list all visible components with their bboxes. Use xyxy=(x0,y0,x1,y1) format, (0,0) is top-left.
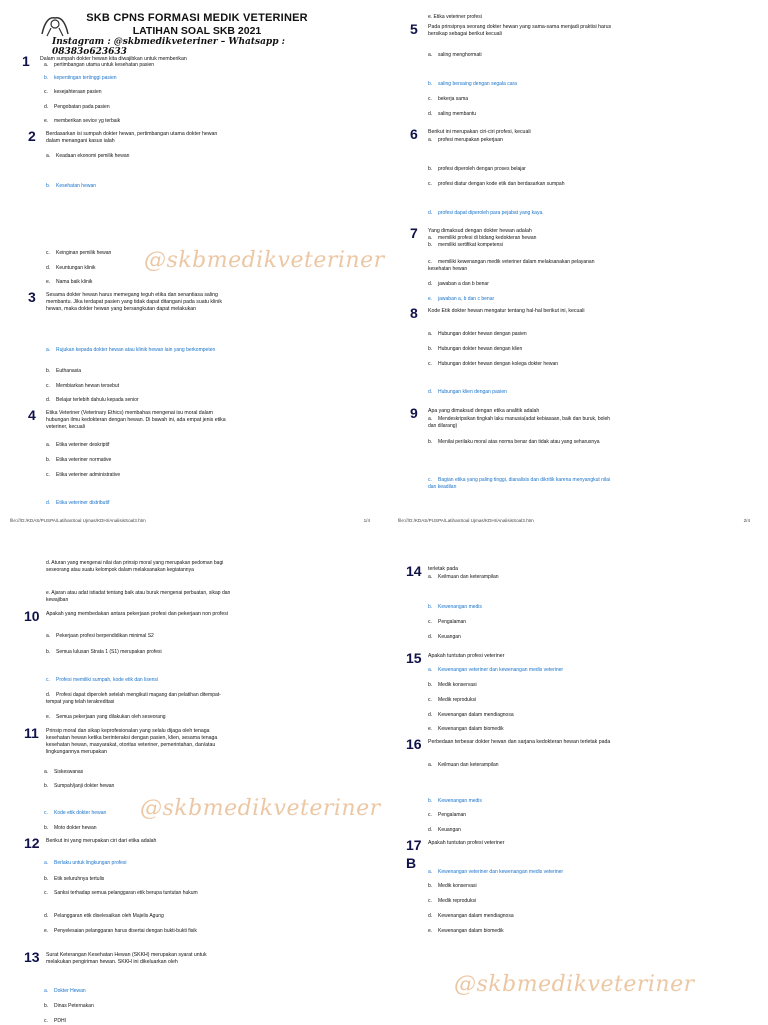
question-text: Apakah yang membedakan antara pekerjaan profesi dan pekerjaan non profesi xyxy=(46,611,228,617)
option: e. Nama baik klinik xyxy=(46,279,93,285)
question-5 xyxy=(410,21,758,117)
option: c. kesejahteraan pasien xyxy=(44,89,102,95)
option: b. Menilai perilaku moral atas norma benar dan tidak atau yang seharusnya xyxy=(428,439,600,445)
question-number: 9 xyxy=(410,405,418,421)
option: a. Mendeskripsikan tingkah laku manusia(adat kebiasaan, baik dan buruk, boleh dan dilarang) xyxy=(428,416,611,429)
question-number: 12 xyxy=(24,835,40,851)
question-number: 5 xyxy=(410,21,418,37)
option-answer: a. Dokter Hewan xyxy=(44,988,86,994)
option: b. profesi diperoleh dengan proses belajar xyxy=(428,166,526,172)
option: a. profesi merupakan pekerjaan xyxy=(428,137,503,143)
option: c. profesi diatur dengan kode etik dan berdasarkan sumpah xyxy=(428,181,565,187)
question-number: 8 xyxy=(410,305,418,321)
question-text: Apakah tuntutan profesi veteriner xyxy=(428,840,505,846)
option-answer: b. kepentingan tertinggi pasien xyxy=(44,75,117,81)
option: b. memiliki sertifikat kompetensi xyxy=(428,242,504,248)
option: a. saling menghormati xyxy=(428,52,482,58)
question-number: 10 xyxy=(24,608,40,624)
option: c. PDHI xyxy=(44,1018,66,1024)
option-answer: c. Profesi memiliki sumpah, kode etik dan lisensi xyxy=(46,677,158,683)
question-text: Kode Etik dokter hewan mengatur tentang hal-hal berikut ini, kecuali xyxy=(428,308,585,314)
question-3 xyxy=(28,289,376,403)
option: b. Hubungan dokter hewan dengan klien xyxy=(428,346,523,352)
option-answer: b. saling bersaing dengan segala cara xyxy=(428,81,517,87)
option: e. Etika veteriner profesi xyxy=(428,14,482,20)
option: a. Hubungan dokter hewan dengan pasien xyxy=(428,331,527,337)
option-answer: d. Etika veteriner distributif xyxy=(46,500,110,506)
option: b. Etika veteriner normative xyxy=(46,457,112,463)
option-answer: c. Kode etik dokter hewan xyxy=(44,810,107,816)
option: e. memberikan sevice yg terbaik xyxy=(44,118,121,124)
question-number: 7 xyxy=(410,225,418,241)
question-text: Apakah tuntutan profesi veteriner xyxy=(428,653,505,659)
option: c. Hubungan dokter hewan dengan kolega dokter hewan xyxy=(428,361,559,367)
option: d. Pelanggaran etik diselesaikan oleh Majelis Agung xyxy=(44,913,164,919)
option: d. Kewenangan dalam mendiagnosa xyxy=(428,712,514,718)
watermark: @skbmedikveteriner xyxy=(140,796,381,821)
question-text: Prinsip moral dan sikap keprofesionalan yang selalu dijaga oleh tenaga kesehatan hewan ketika berinteraksi dengan pasien, klien, sesama tenaga kesehatan hewan, masyarakat, otoritas veteriner, pemerintahan, dan/atau lingkungannya merupakan xyxy=(46,728,218,755)
answer-letter: B xyxy=(406,855,417,871)
question-number: 11 xyxy=(24,725,39,741)
option: d. Keuangan xyxy=(428,634,461,640)
option-answer: c. Bagian etika yang paling tinggi, dianalisis dan dikritik karena menyangkut nilai dan keadilan xyxy=(428,477,611,490)
option: e. Semua pekerjaan yang dilakukan oleh seseorang xyxy=(46,714,166,720)
question-number: 1 xyxy=(22,53,30,69)
footer-page-number: 1/4 xyxy=(363,518,370,523)
question-number: 13 xyxy=(24,949,40,965)
option: d. Aturan yang mengenai nilai dan prinsip moral yang merupakan pedoman bagi seseorang atau suatu kelompok dalam melaksanakan kegiatannya xyxy=(46,560,224,573)
option: d. Pengobatan pada pasien xyxy=(44,104,110,110)
option: b. Semua lulusan Strata 1 (S1) merupakan profesi xyxy=(46,649,162,655)
question-text: Pada prinsipnya seorang dokter hewan yang sama-sama menjadi praktisi harus bersikap sebagai berikut kecuali xyxy=(428,24,612,37)
footer-page-number: 2/4 xyxy=(743,518,750,523)
option: c. Medik reproduksi xyxy=(428,697,477,703)
question-1 xyxy=(22,53,370,124)
option-answer: a. Berlaku untuk lingkungan profesi xyxy=(44,860,127,866)
question-17 xyxy=(406,837,758,934)
option: a. Keilmuan dan keterampilan xyxy=(428,762,499,768)
option: a. Etika veteriner deskriptif xyxy=(46,442,110,448)
option-answer: b. Kewenangan medis xyxy=(428,604,482,610)
option: e. Ajaran atau adat istiadat tentang baik atau buruk mengenai perbuatan, sikap dan kewajiban xyxy=(46,590,231,603)
option: d. jawaban a dan b benar xyxy=(428,281,489,287)
option-answer: b. Kesehatan hewan xyxy=(46,183,97,189)
question-text: Dalam sumpah dokter hewan kita diwajibkan untuk memberikan xyxy=(40,56,187,62)
footer-path: file:///D:/KDAS/PUSPA/LatihanSoal Ujmas/KDHI/AnalisisSoal3.htm xyxy=(10,518,146,523)
question-13 xyxy=(24,949,376,1024)
option: c. Etika veteriner administrative xyxy=(46,472,121,478)
question-text: Perbedaan terbesar dokter hewan dan sarjana kedokteran hewan terletak pada xyxy=(428,739,611,745)
option: e. Kewenangan dalam biomedik xyxy=(428,928,504,934)
question-number: 4 xyxy=(28,407,36,423)
question-6 xyxy=(410,126,758,216)
option: c. memiliki kewenangan medik veteriner dalam melaksanakan pelayanan kesehatan hewan xyxy=(428,259,595,272)
question-number: 2 xyxy=(28,128,36,144)
question-text: Surat Keterangan Kesehatan Hewan (SKKH) merupakan syarat untuk melakukan pengiriman hewan. SKKH ini dikeluarkan oleh xyxy=(46,952,207,965)
option: e. Penyelesaian pelanggaran harus disertai dengan bukti-bukti fisik xyxy=(44,928,197,934)
option: c. Pengalaman xyxy=(428,619,467,625)
option-answer: b. Kewenangan medis xyxy=(428,798,482,804)
option: c. bekerja sama xyxy=(428,96,469,102)
option-answer: d. profesi dapat diperoleh para pejabat yang kaya. xyxy=(428,210,544,216)
footer-path: file:///D:/KDAS/PUSPA/LatihanSoal Ujmas/KDHI/AnalisisSoal3.htm xyxy=(398,518,534,523)
question-text: Yang dimaksud dengan dokter hewan adalah xyxy=(428,228,532,234)
question-15 xyxy=(406,650,758,732)
question-number: 3 xyxy=(28,289,36,305)
question-16 xyxy=(406,736,758,833)
question-text: terletak pada xyxy=(428,566,458,572)
option-answer: a. Kewenangan veteriner dan kewenangan medis veteriner xyxy=(428,667,564,673)
option: b. Sumpah/janji dokter hewan xyxy=(44,783,115,789)
option: c. Sanksi terhadap semua pelanggaran etik berupa tuntutan hukum xyxy=(44,890,198,896)
watermark: @skbmedikveteriner xyxy=(144,248,385,273)
option: d. Keuntungan klinik xyxy=(46,265,96,271)
watermark: @skbmedikveteriner xyxy=(454,972,695,997)
option: e. Kewenangan dalam biomedik xyxy=(428,726,504,732)
question-9 xyxy=(410,405,758,490)
question-10 xyxy=(24,608,376,720)
option: c. Pengalaman xyxy=(428,812,467,818)
option: b. Euthanasia xyxy=(46,368,82,374)
question-number: 17 xyxy=(406,837,422,853)
option-answer: a. Rujukan kepada dokter hewan atau klinik hewan lain yang berkompeten xyxy=(46,347,216,353)
option: a. Keadaan ekonomi pemilik hewan xyxy=(46,153,130,159)
document-title: SKB CPNS FORMASI MEDIK VETERINER xyxy=(86,12,308,24)
option-answer: a. Kewenangan veteriner dan kewenangan medis veteriner xyxy=(428,869,564,875)
contact-line: Instagram : @skbmedikveteriner – Whatsapp : 08383o623633 xyxy=(52,37,285,57)
document-subtitle: LATIHAN SOAL SKB 2021 xyxy=(132,25,262,37)
question-text: Apa yang dimaksud dengan etika analitik adalah xyxy=(428,408,540,414)
question-text: Berdasarkan isi sumpah dokter hewan, pertimbangan utama dokter hewan dalam menangani kasus ialah xyxy=(46,131,218,144)
question-4 xyxy=(28,407,376,506)
option: c. Membiarkan hewan tersebut xyxy=(46,383,120,389)
option: d. Keuangan xyxy=(428,827,461,833)
question-number: 6 xyxy=(410,126,418,142)
question-text: Sesama dokter hewan harus memegang teguh etika dan senantiasa saling membantu. Jika terdapat pasien yang tidak dapat ditangani pada suatu klinik hewan, maka dokter hewan yang bersangkutan dapat melakukan xyxy=(46,292,222,312)
option: b. Etik seluruhnya tertulis xyxy=(44,876,105,882)
question-12 xyxy=(24,835,376,934)
option: d. Belajar terlebih dahulu kepada senior xyxy=(46,397,139,403)
option-answer: d. Hubungan klien dengan pasien xyxy=(428,389,507,395)
question-text: Etika Veteriner (Veterinary Ethics) membahas mengenai isu moral dalam hubungan ilmu kedokteran dengan hewan. Di bawah ini, ada empat jenis etika veteriner, kecuali xyxy=(46,410,226,430)
option: a. Siskeswanas xyxy=(44,769,84,775)
option-answer: e. jawaban a, b dan c benar xyxy=(428,296,495,302)
question-7 xyxy=(410,225,758,302)
question-text: Berikut ini yang merupakan ciri dari etika adalah xyxy=(46,838,157,844)
option: d. Kewenangan dalam mendiagnosa xyxy=(428,913,514,919)
option: a. Keilmuan dan keterampilan xyxy=(428,574,499,580)
option: d. Profesi dapat diperoleh setelah mengikuti magang dan pelatihan ditempat-tempat yang telah terakreditasi xyxy=(46,692,221,705)
question-number: 16 xyxy=(406,736,422,752)
page-footer xyxy=(10,518,370,523)
question-text: Berikut ini merupakan ciri-ciri profesi, kecuali xyxy=(428,129,531,135)
question-number: 15 xyxy=(406,650,422,666)
question-8 xyxy=(410,305,758,395)
option: a. pertimbangan utama untuk kesehatan pasien xyxy=(44,62,155,68)
option: b. Medik konservasi xyxy=(428,883,477,889)
option: b. Medik konservasi xyxy=(428,682,477,688)
page-footer xyxy=(398,518,750,523)
document-header xyxy=(32,10,362,57)
option: b. Moto dokter hewan xyxy=(44,825,97,831)
option: c. Medik reproduksi xyxy=(428,898,477,904)
option: a. Pekerjaan profesi berpendidikan minimal S2 xyxy=(46,633,154,639)
option: d. saling membantu xyxy=(428,111,477,117)
question-number: 14 xyxy=(406,563,422,579)
question-14 xyxy=(406,563,758,640)
option: b. Dinas Peternakan xyxy=(44,1003,94,1009)
option: c. Keinginan pemilik hewan xyxy=(46,250,112,256)
option: a. memiliki profesi di bidang kedokteran hewan xyxy=(428,235,537,241)
